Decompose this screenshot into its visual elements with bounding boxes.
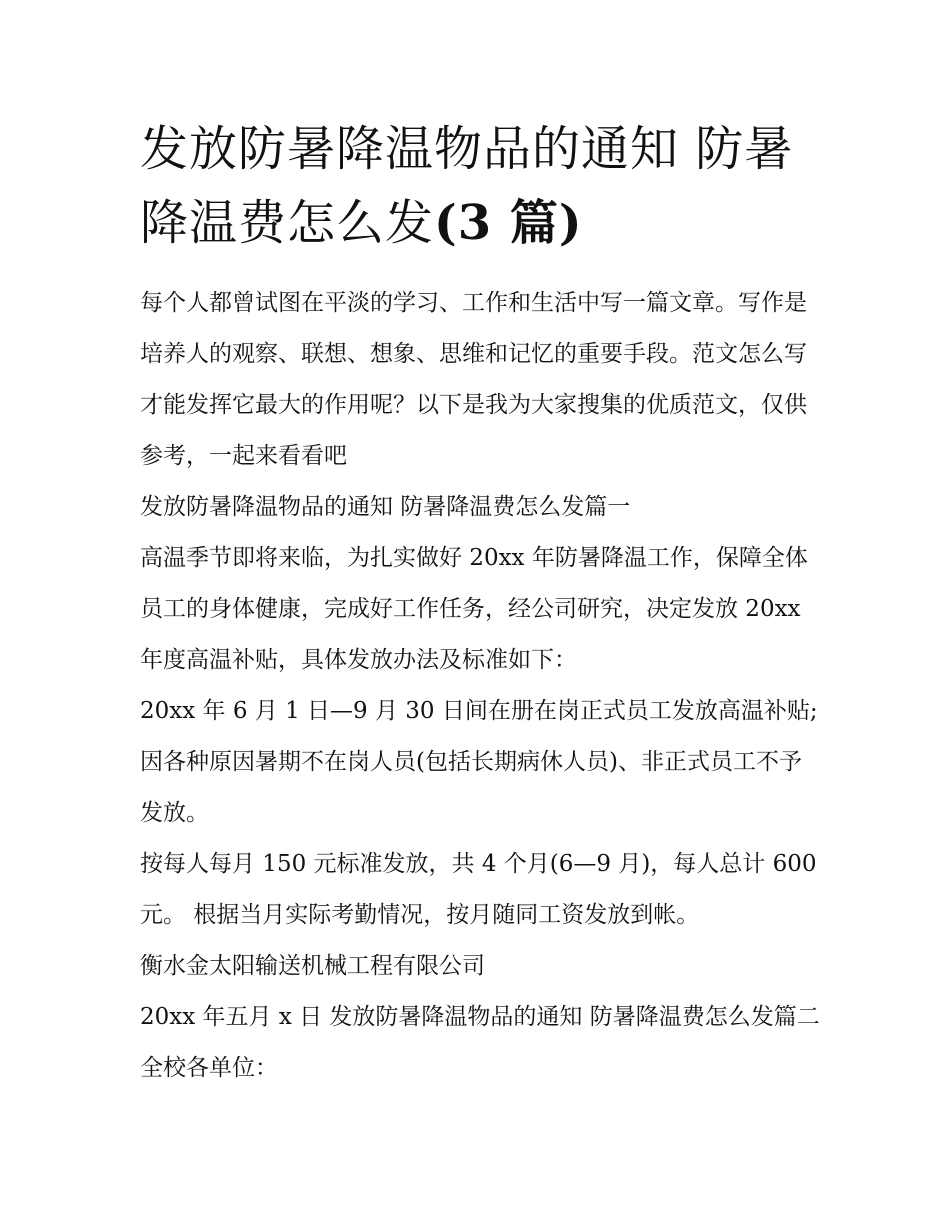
notice-paragraph: 高温季节即将来临，为扎实做好 20xx 年防暑降温工作，保障全体员工的身体健康，完成好工作任务，经公司研究，决定发放 20xx 年度高温补贴，具体发放办法及标准如下： (140, 545, 808, 673)
eligibility-paragraph: 20xx 年 6 月 1 日—9 月 30 日间在册在岗正式员工发放高温补贴;因各种原因暑期不在岗人员(包括长期病休人员)、非正式员工不予发放。 (140, 698, 818, 826)
section-heading-1: 发放防暑降温物品的通知 防暑降温费怎么发篇一 (140, 494, 631, 520)
title-text: 发放防暑降温物品的通知 防暑降温费怎么发 (140, 121, 794, 251)
title-count: (3 篇) (434, 195, 583, 251)
document-title (140, 112, 820, 260)
intro-paragraph: 每个人都曾试图在平淡的学习、工作和生活中写一篇文章。写作是培养人的观察、联想、想象、思维和记忆的重要手段。范文怎么写才能发挥它最大的作用呢？以下是我为大家搜集的优质范文，仅供参考，一起来看看吧 (140, 290, 807, 469)
document-body (140, 278, 820, 1094)
document-page (140, 112, 820, 1094)
company-signature: 衡水金太阳输送机械工程有限公司 (140, 953, 485, 979)
amount-paragraph: 按每人每月 150 元标准发放，共 4 个月(6—9 月)，每人总计 600 元。 根据当月实际考勤情况，按月随同工资发放到帐。 (140, 851, 817, 928)
date-and-section-2: 20xx 年五月 x 日 发放防暑降温物品的通知 防暑降温费怎么发篇二 全校各单位： (140, 1004, 820, 1081)
